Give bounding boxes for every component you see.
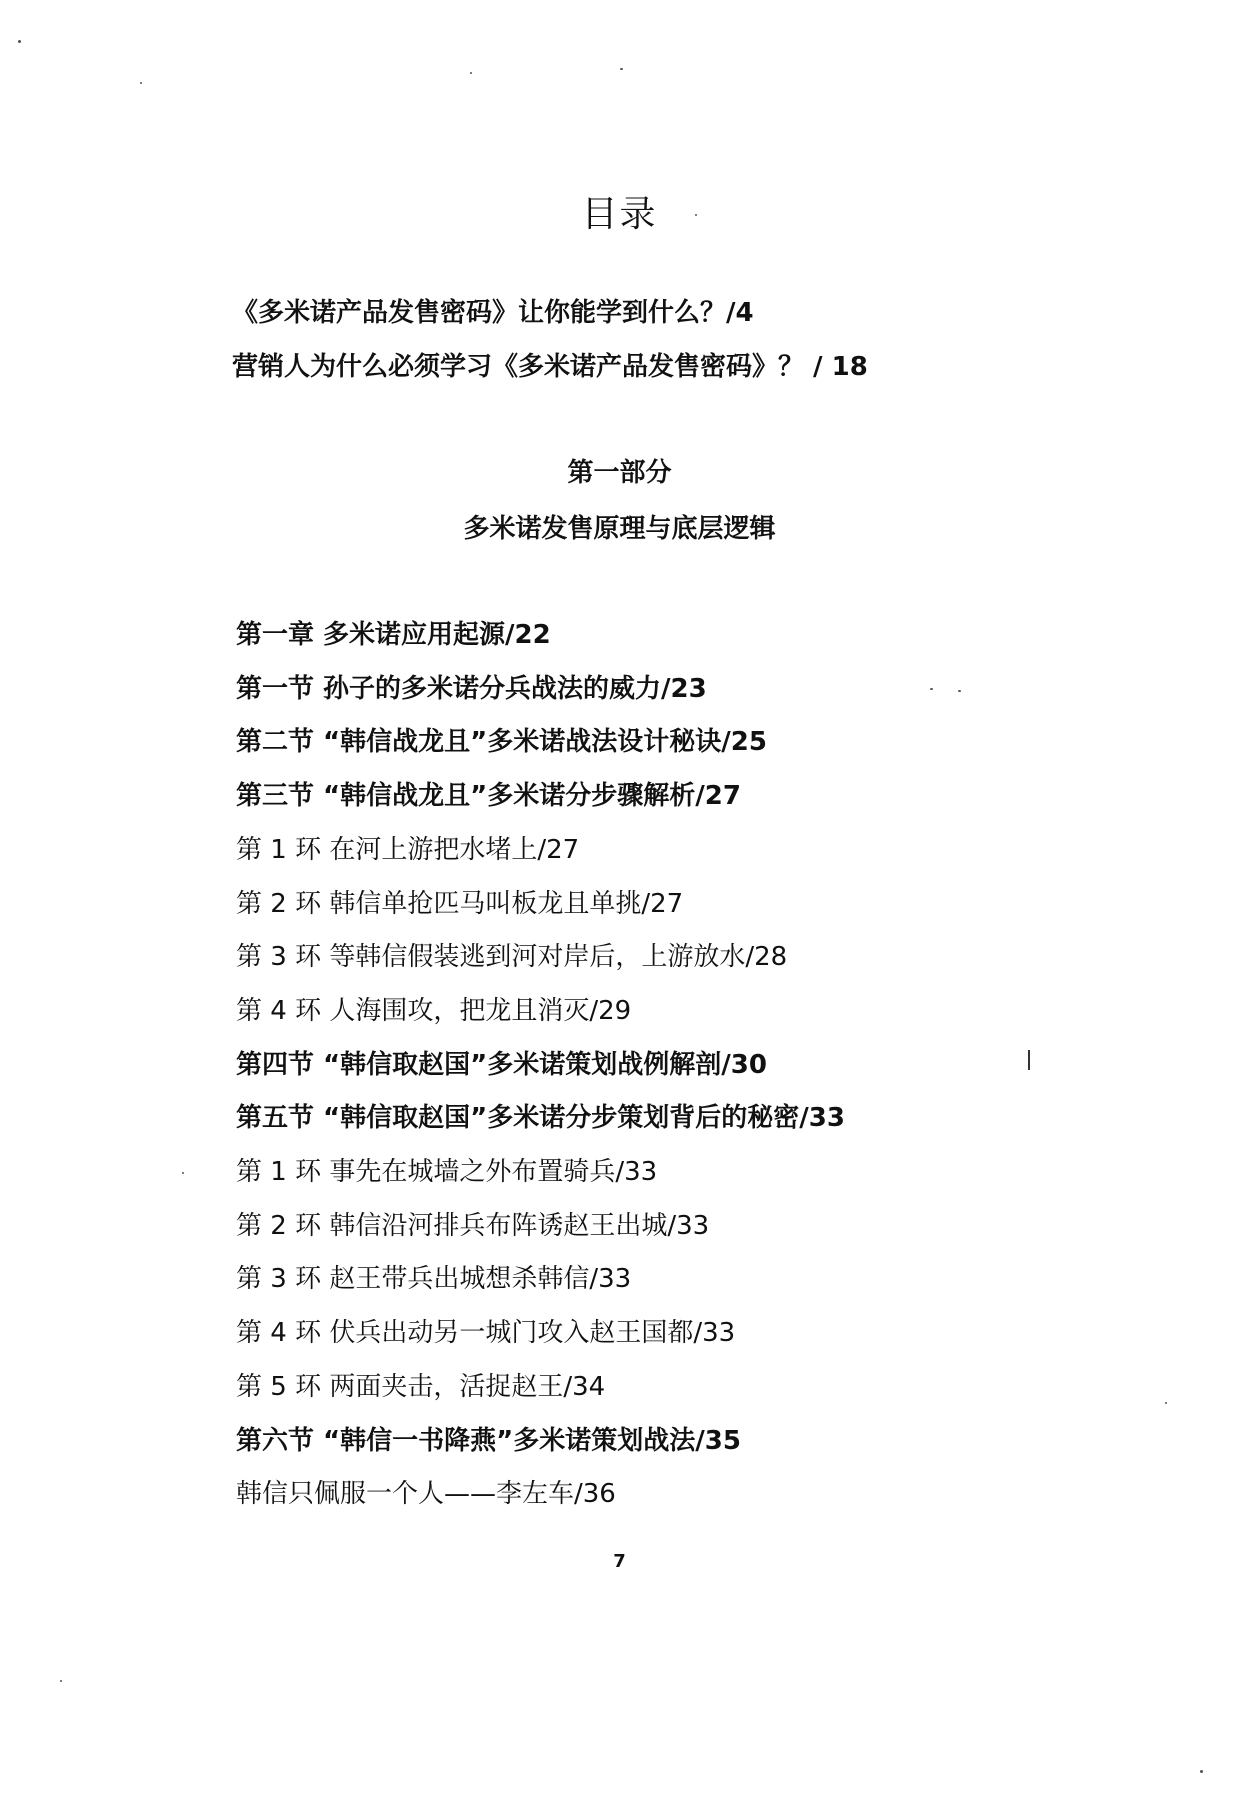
part-label: 第一部分 (567, 458, 672, 488)
toc-heading: 第四节 “韩信取赵国”多米诺策划战例解剖/30 (236, 1050, 767, 1080)
part-name: 多米诺发售原理与底层逻辑 (463, 514, 776, 544)
page-title: 目录 (581, 194, 658, 235)
toc-subentry: 第 1 环 事先在城墙之外布置骑兵/33 (236, 1157, 658, 1187)
scan-mark (1028, 1050, 1030, 1070)
toc-heading: 第三节 “韩信战龙且”多米诺分步骤解析/27 (236, 781, 741, 811)
toc-heading: 第一章 多米诺应用起源/22 (236, 620, 551, 650)
scan-speck (620, 68, 623, 70)
toc-subentry: 第 1 环 在河上游把水堵上/27 (236, 835, 580, 865)
toc-subentry: 第 4 环 人海围攻，把龙且消灭/29 (236, 996, 632, 1026)
toc-heading: 第六节 “韩信一书降燕”多米诺策划战法/35 (236, 1426, 741, 1456)
toc-subentry: 第 5 环 两面夹击，活捉赵王/34 (236, 1372, 606, 1402)
scan-speck (470, 72, 472, 74)
toc-heading: 第五节 “韩信取赵国”多米诺分步策划背后的秘密/33 (236, 1103, 845, 1133)
toc-subentry: 第 4 环 伏兵出动另一城门攻入赵王国都/33 (236, 1318, 736, 1348)
page-number: 7 (613, 1551, 626, 1572)
scan-speck (140, 82, 142, 84)
toc-heading: 第一节 孙子的多米诺分兵战法的威力/23 (236, 674, 707, 704)
toc-subentry: 第 2 环 韩信单抢匹马叫板龙且单挑/27 (236, 889, 684, 919)
scan-speck (930, 688, 933, 690)
toc-subentry: 第 3 环 赵王带兵出城想杀韩信/33 (236, 1264, 632, 1294)
toc-subentry: 韩信只佩服一个人——李左车/36 (236, 1479, 616, 1509)
scan-speck (18, 40, 21, 43)
scan-speck (958, 690, 961, 692)
toc-heading: 第二节 “韩信战龙且”多米诺战法设计秘诀/25 (236, 727, 767, 757)
scan-speck (1200, 1770, 1203, 1773)
toc-subentry: 第 3 环 等韩信假装逃到河对岸后，上游放水/28 (236, 942, 788, 972)
scan-speck (1165, 1402, 1167, 1404)
toc-subentry: 第 2 环 韩信沿河排兵布阵诱赵王出城/33 (236, 1211, 710, 1241)
scan-speck (182, 1172, 184, 1174)
scan-speck (60, 1680, 62, 1682)
intro-entry: 营销人为什么必须学习《多米诺产品发售密码》？ / 18 (232, 352, 868, 382)
scan-speck (695, 214, 697, 216)
intro-entry: 《多米诺产品发售密码》让你能学到什么？/4 (232, 298, 754, 328)
